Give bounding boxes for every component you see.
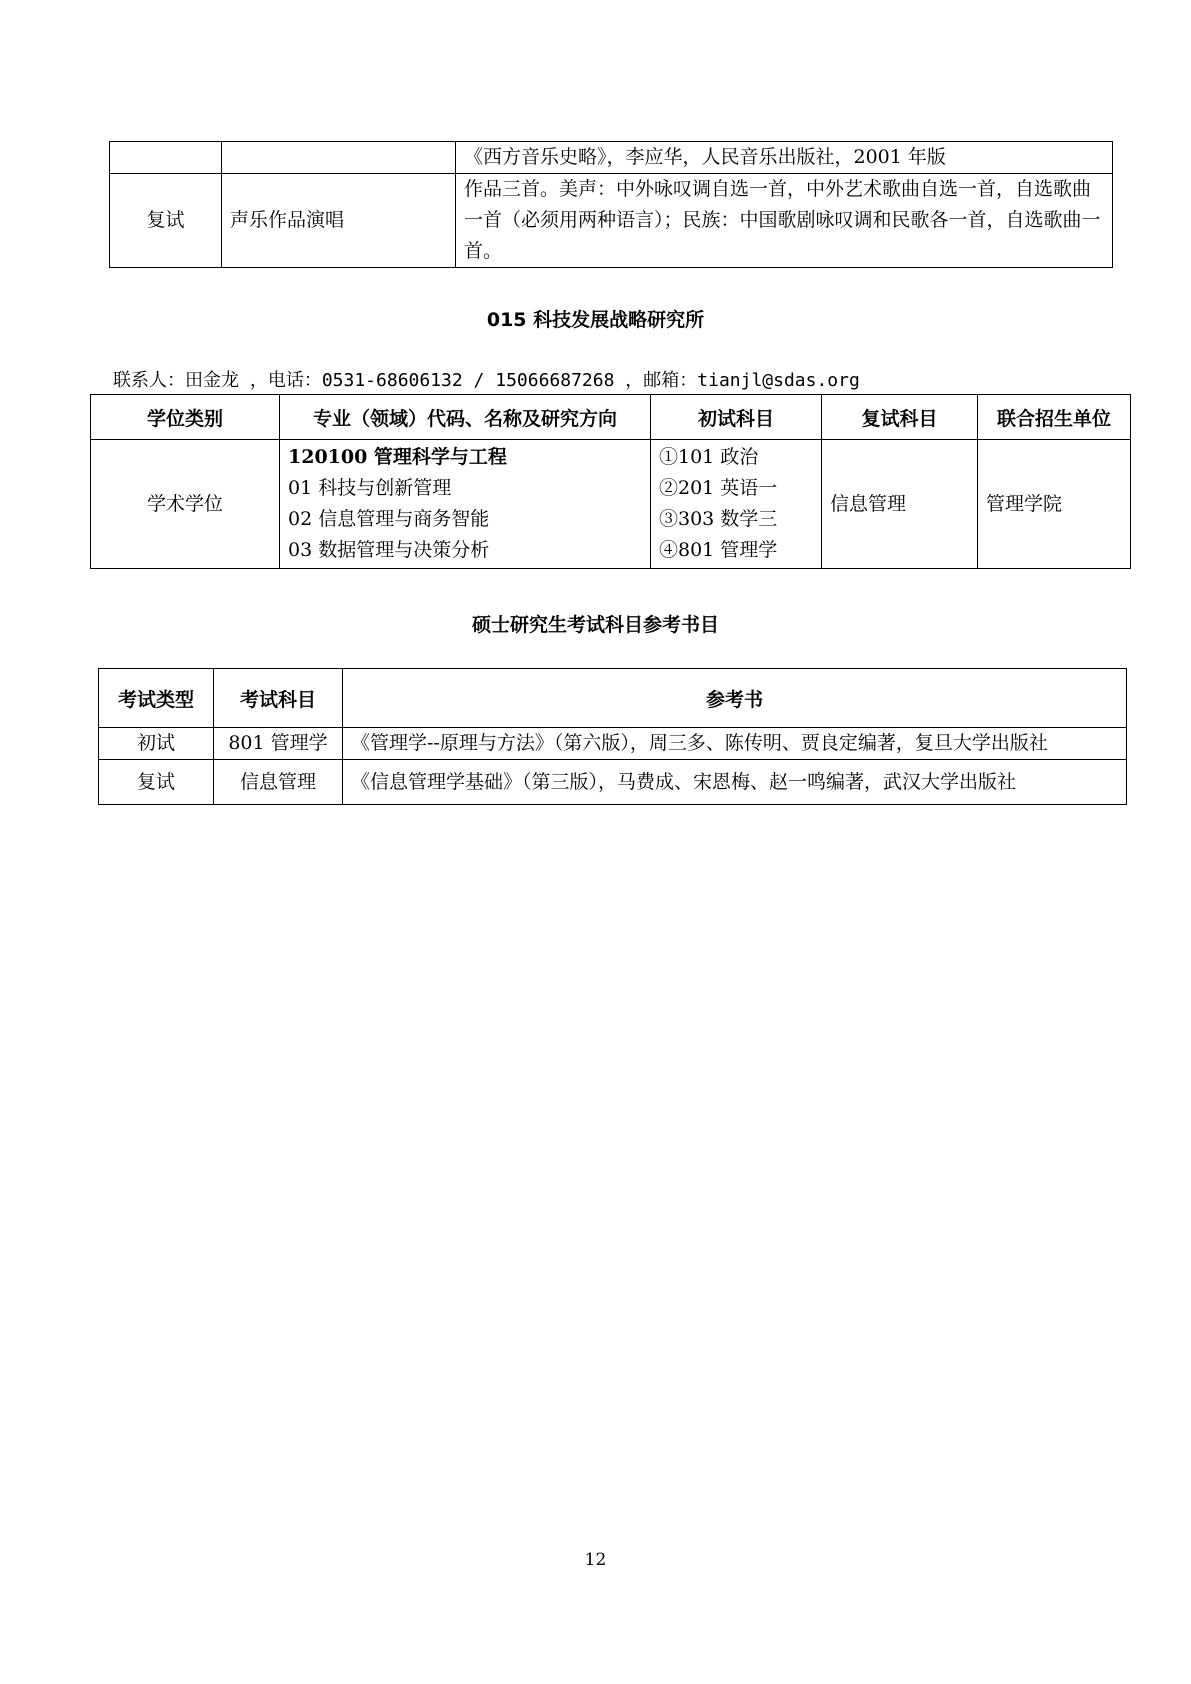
table-cell: [110, 142, 222, 174]
degree-type: 学术学位: [91, 440, 280, 569]
exam-subject: ④801 管理学: [659, 539, 778, 561]
reference-title: 硕士研究生考试科目参考书目: [471, 614, 719, 636]
joint-unit: 管理学院: [978, 440, 1131, 569]
table-cell: 声乐作品演唱: [222, 174, 456, 268]
table-row: [110, 142, 1113, 174]
section-title: 015 科技发展战略研究所: [486, 309, 705, 331]
table-header-row: [99, 669, 1127, 728]
table-row: [99, 728, 1127, 760]
research-direction: 02 信息管理与商务智能: [288, 508, 490, 530]
table-header-row: [91, 395, 1131, 440]
contact-info: 联系人：田金龙 ，电话：0531-68606132 / 15066687268 ，邮箱：tianjl@sdas.org: [113, 370, 860, 391]
exam-subjects-cell: [651, 440, 822, 569]
reference-table: [98, 668, 1127, 805]
reference-book: 《信息管理学基础》（第三版），马费成、宋恩梅、赵一鸣编著，武汉大学出版社: [343, 760, 1127, 805]
column-header: 学位类别: [91, 395, 280, 440]
column-header: 考试科目: [214, 669, 343, 728]
page-number: 12: [584, 1550, 607, 1570]
column-header: 专业（领域）代码、名称及研究方向: [280, 395, 651, 440]
column-header: 考试类型: [99, 669, 214, 728]
research-direction: 01 科技与创新管理: [288, 477, 452, 499]
previous-section-table: [109, 141, 1113, 268]
column-header: 复试科目: [822, 395, 978, 440]
column-header: 初试科目: [651, 395, 822, 440]
table-cell: 复试: [110, 174, 222, 268]
table-row: [110, 174, 1113, 268]
table-cell: 作品三首。美声：中外咏叹调自选一首，中外艺术歌曲自选一首，自选歌曲一首（必须用两种语言）；民族：中国歌剧咏叹调和民歌各一首，自选歌曲一首。: [456, 174, 1113, 268]
exam-subject: ②201 英语一: [659, 477, 778, 499]
major-name: 120100 管理科学与工程: [288, 446, 507, 468]
table-row: [99, 760, 1127, 805]
column-header: 联合招生单位: [978, 395, 1131, 440]
table-cell: [222, 142, 456, 174]
table-cell: 《西方音乐史略》，李应华，人民音乐出版社，2001 年版: [456, 142, 1113, 174]
table-row: [91, 440, 1131, 569]
exam-type: 初试: [99, 728, 214, 760]
research-direction: 03 数据管理与决策分析: [288, 539, 490, 561]
exam-subject: 信息管理: [214, 760, 343, 805]
exam-subject: 801 管理学: [214, 728, 343, 760]
exam-subject: ③303 数学三: [659, 508, 778, 530]
reference-book: 《管理学--原理与方法》（第六版），周三多、陈传明、贾良定编著，复旦大学出版社: [343, 728, 1127, 760]
retest-subject: 信息管理: [822, 440, 978, 569]
program-table: [90, 394, 1131, 569]
major-cell: [280, 440, 651, 569]
column-header: 参考书: [343, 669, 1127, 728]
exam-subject: ①101 政治: [659, 446, 759, 468]
exam-type: 复试: [99, 760, 214, 805]
